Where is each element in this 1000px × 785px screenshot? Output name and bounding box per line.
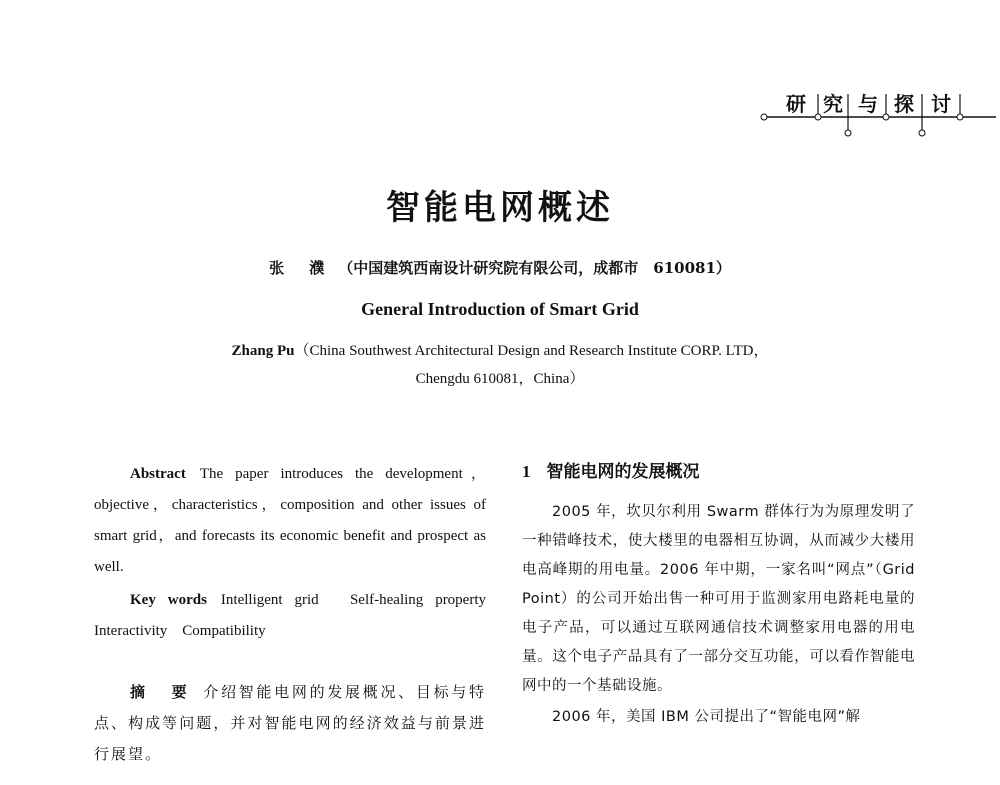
section-title: 智能电网的发展概况 — [546, 462, 700, 482]
abstract-en — [94, 459, 486, 583]
right-column — [522, 460, 915, 732]
abstract-label: Abstract — [130, 466, 186, 482]
section-number: 1 — [522, 462, 531, 481]
author-name-en: Zhang Pu — [231, 343, 295, 359]
section-heading — [522, 460, 915, 484]
author-line-cn — [0, 258, 1000, 278]
author-affiliation-en-line1: （China Southwest Architectural Design and Research Institute CORP. LTD， — [294, 343, 769, 359]
keywords-label: Key words — [130, 592, 207, 608]
badge-char-1: 研 — [786, 92, 806, 116]
body-paragraph-1: 2005 年，坎贝尔利用 Swarm 群体行为为原理发明了一种错峰技术，使大楼里的电器相互协调，从而减少大楼用电高峰期的用电量。2006 年中期，一家名叫“网点”（Grid Point）的公司开始出售一种可用于监测家用电路耗电量的电子产品，可以通过互联网通信技术调整家用电器的用电量。这个电子产品具有了一部分交互功能，可以看作智能电网中的一个基础设施。 — [522, 504, 915, 694]
badge-char-3: 与 — [858, 92, 878, 116]
body-paragraph-2: 2006 年，美国 IBM 公司提出了“智能电网”解 — [552, 709, 861, 725]
abstract-cn — [94, 677, 486, 770]
abstract-text: The paper introduces the development，objective，characteristics，composition and other issues of smart grid，and forecasts its economic benefit and prospect as well. — [94, 466, 486, 575]
author-affiliation-en-line2: Chengdu 610081，China） — [415, 371, 585, 387]
badge-char-4: 探 — [894, 92, 914, 116]
keywords-text: Intelligent grid Self‑healing property Interactivity Compatibility — [94, 592, 502, 639]
abstract-cn-text: 介绍智能电网的发展概况、目标与特点、构成等问题，并对智能电网的经济效益与前景进行展望。 — [94, 683, 486, 763]
section-badge — [760, 92, 998, 142]
paper-title-en: General Introduction of Smart Grid — [361, 299, 639, 319]
abstract-cn-label: 摘 要 — [130, 683, 198, 701]
left-column — [94, 459, 502, 785]
badge-char-5: 讨 — [931, 92, 951, 116]
author-line-en — [0, 340, 1000, 390]
author-name-cn: 张 濮 — [269, 259, 335, 277]
badge-char-2: 究 — [823, 92, 843, 116]
author-affiliation-cn: （中国建筑西南设计研究院有限公司，成都市 610081） — [338, 259, 731, 277]
paper-title: 智能电网概述 — [386, 188, 614, 228]
keywords-en — [94, 585, 502, 647]
